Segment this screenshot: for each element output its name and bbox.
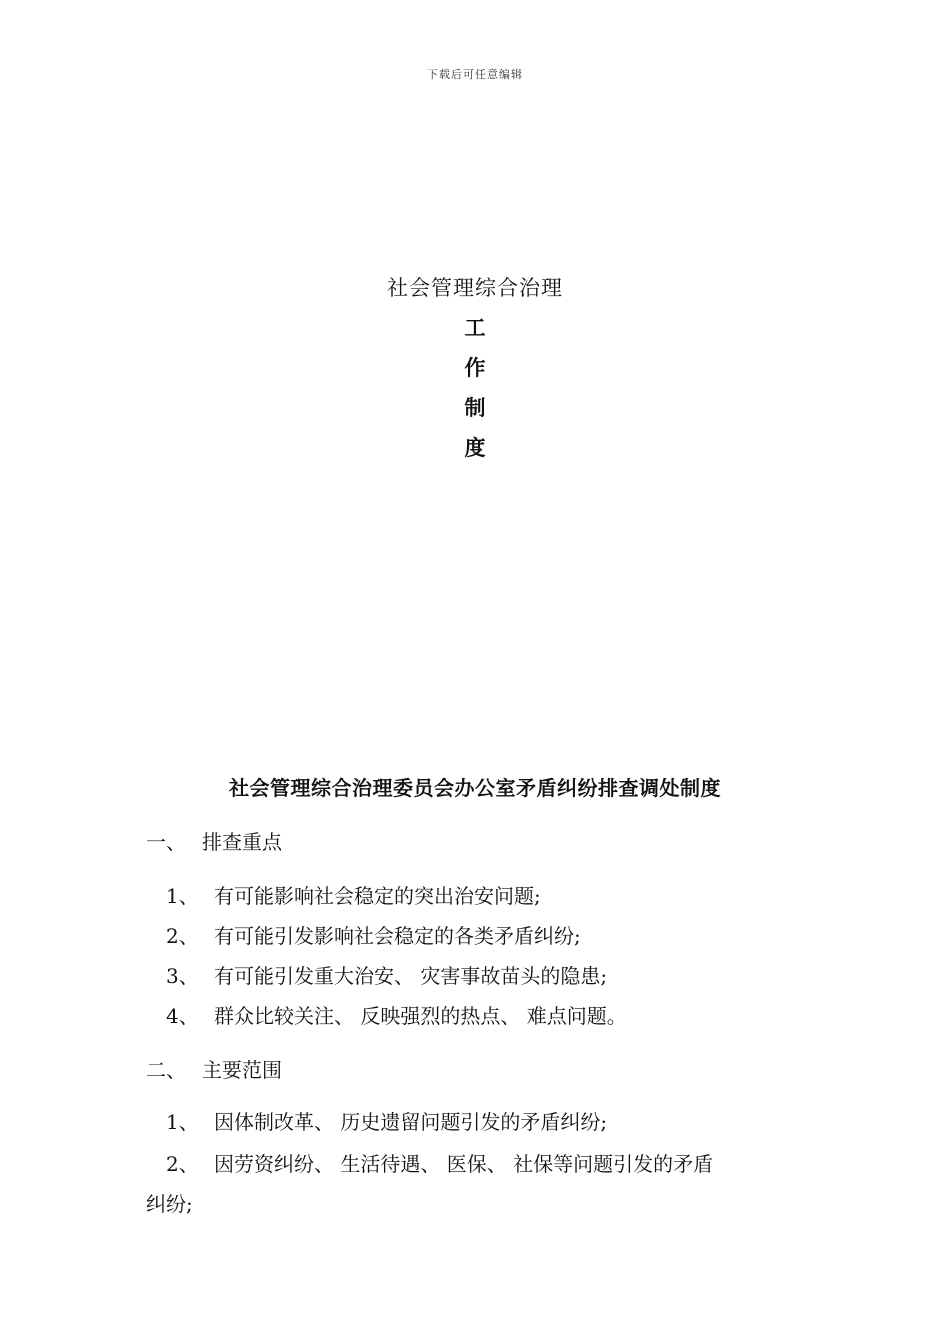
cover-vertical-char: 工 xyxy=(464,316,486,340)
part1-heading xyxy=(146,826,282,855)
list-item-number: 3、 xyxy=(166,964,199,988)
list-item-text: 群众比较关注、 反映强烈的热点、 难点问题。 xyxy=(214,1004,627,1028)
part2-number: 二、 xyxy=(146,1058,186,1082)
list-item-number: 1、 xyxy=(166,1110,199,1134)
part2-heading xyxy=(146,1054,282,1083)
list-item-number: 1、 xyxy=(166,884,199,908)
list-item-number: 2、 xyxy=(166,1152,199,1176)
cover-vertical-char: 作 xyxy=(464,356,486,380)
list-item xyxy=(166,1148,713,1177)
list-item xyxy=(166,880,541,909)
list-item-number: 4、 xyxy=(166,1004,199,1028)
list-item-text: 因体制改革、 历史遗留问题引发的矛盾纠纷; xyxy=(214,1110,608,1134)
part1-title: 排查重点 xyxy=(202,830,282,854)
list-item xyxy=(166,1106,607,1135)
list-item xyxy=(166,920,581,949)
list-item xyxy=(166,960,607,989)
list-item-continuation: 纠纷; xyxy=(146,1192,193,1216)
cover-vertical-char: 制 xyxy=(464,396,486,420)
cover-title: 社会管理综合治理 xyxy=(387,276,563,300)
list-item-text: 因劳资纠纷、 生活待遇、 医保、 社保等问题引发的矛盾 xyxy=(214,1152,714,1176)
part1-number: 一、 xyxy=(146,830,186,854)
list-item xyxy=(166,1000,627,1029)
part2-title: 主要范围 xyxy=(202,1058,282,1082)
cover-vertical-title xyxy=(0,314,950,474)
header-note: 下载后可任意编辑 xyxy=(427,68,523,81)
list-item-text: 有可能影响社会稳定的突出治安问题; xyxy=(214,884,541,908)
cover-vertical-char: 度 xyxy=(464,436,486,460)
section-heading: 社会管理综合治理委员会办公室矛盾纠纷排查调处制度 xyxy=(229,776,721,800)
list-item-number: 2、 xyxy=(166,924,199,948)
list-item-text: 有可能引发影响社会稳定的各类矛盾纠纷; xyxy=(214,924,581,948)
list-item-text: 有可能引发重大治安、 灾害事故苗头的隐患; xyxy=(214,964,608,988)
